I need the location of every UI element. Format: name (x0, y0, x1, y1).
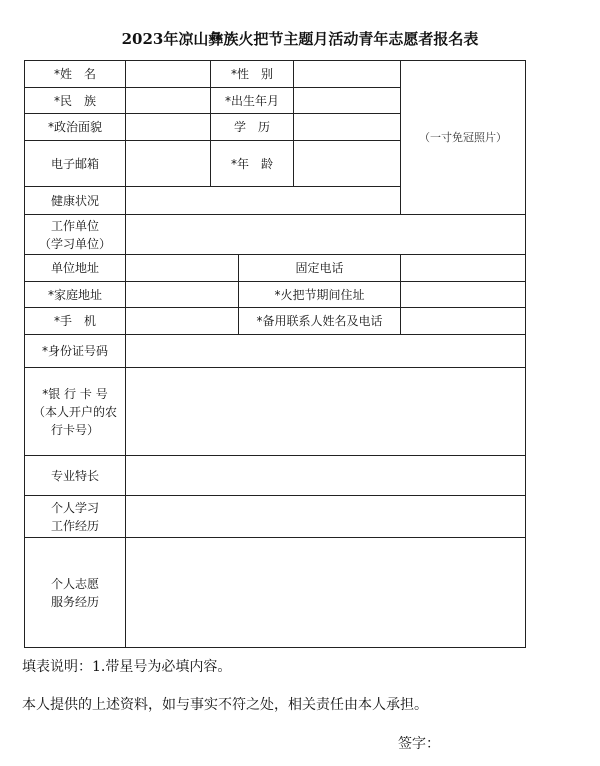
label-education: 学 历 (233, 120, 270, 134)
label-name: *姓 名 (53, 67, 96, 81)
instruction-note: 填表说明：1.带星号为必填内容。 (22, 659, 232, 675)
label-home-address: *家庭地址 (47, 287, 102, 302)
label-festival-address: *火把节期间住址 (274, 287, 365, 302)
label-bank-line3: 行卡号） (50, 422, 99, 437)
volunteer-input[interactable] (126, 538, 525, 647)
label-mobile: *手 机 (53, 314, 96, 328)
health-input[interactable] (126, 187, 400, 214)
photo-placeholder[interactable]: （一寸免冠照片） (419, 130, 507, 144)
label-volunteer (25, 538, 125, 647)
label-bank-card (25, 368, 125, 455)
label-specialty: 专业特长 (50, 468, 99, 483)
label-workplace-line1: 工作单位 (50, 218, 99, 233)
label-workplace (25, 215, 125, 254)
name-input[interactable] (126, 61, 210, 87)
home-address-input[interactable] (126, 282, 238, 307)
label-bank-line1: *银 行 卡 号 (42, 386, 108, 401)
workplace-input[interactable] (126, 215, 525, 254)
label-gender: *性 别 (230, 67, 273, 81)
unit-address-input[interactable] (126, 255, 238, 281)
backup-contact-input[interactable] (401, 308, 525, 334)
label-study-work-line1: 个人学习 (50, 500, 99, 515)
label-bank-line2: （本人开户的农 (32, 404, 117, 419)
ethnicity-input[interactable] (126, 88, 210, 113)
label-birth: *出生年月 (224, 93, 279, 108)
label-volunteer-line2: 服务经历 (50, 594, 99, 609)
label-unit-address: 单位地址 (50, 261, 99, 275)
label-workplace-line2: （学习单位） (38, 236, 111, 251)
label-email: 电子邮箱 (50, 156, 99, 171)
political-input[interactable] (126, 114, 210, 140)
email-input[interactable] (126, 141, 210, 186)
gender-input[interactable] (294, 61, 400, 87)
label-political: *政治面貌 (47, 120, 102, 134)
declaration-note: 本人提供的上述资料，如与事实不符之处，相关责任由本人承担。 (22, 697, 428, 713)
label-ethnicity: *民 族 (53, 93, 96, 108)
study-work-input[interactable] (126, 496, 525, 537)
specialty-input[interactable] (126, 456, 525, 495)
label-study-work (25, 496, 125, 537)
age-input[interactable] (294, 141, 400, 186)
label-id-number: *身份证号码 (41, 344, 108, 358)
id-number-input[interactable] (126, 335, 525, 367)
birth-input[interactable] (294, 88, 400, 113)
education-input[interactable] (294, 114, 400, 140)
label-volunteer-line1: 个人志愿 (50, 576, 99, 591)
label-health: 健康状况 (50, 193, 99, 208)
form-title: 2023年凉山彝族火把节主题月活动青年志愿者报名表 (121, 30, 479, 48)
label-backup-contact: *备用联系人姓名及电话 (256, 314, 383, 328)
label-study-work-line2: 工作经历 (50, 518, 99, 533)
label-landline: 固定电话 (295, 261, 344, 275)
landline-input[interactable] (401, 255, 525, 281)
bank-card-input[interactable] (126, 368, 525, 455)
mobile-input[interactable] (126, 308, 238, 334)
festival-address-input[interactable] (401, 282, 525, 307)
signature-label: 签字： (398, 736, 440, 752)
label-age: *年 龄 (230, 156, 273, 171)
